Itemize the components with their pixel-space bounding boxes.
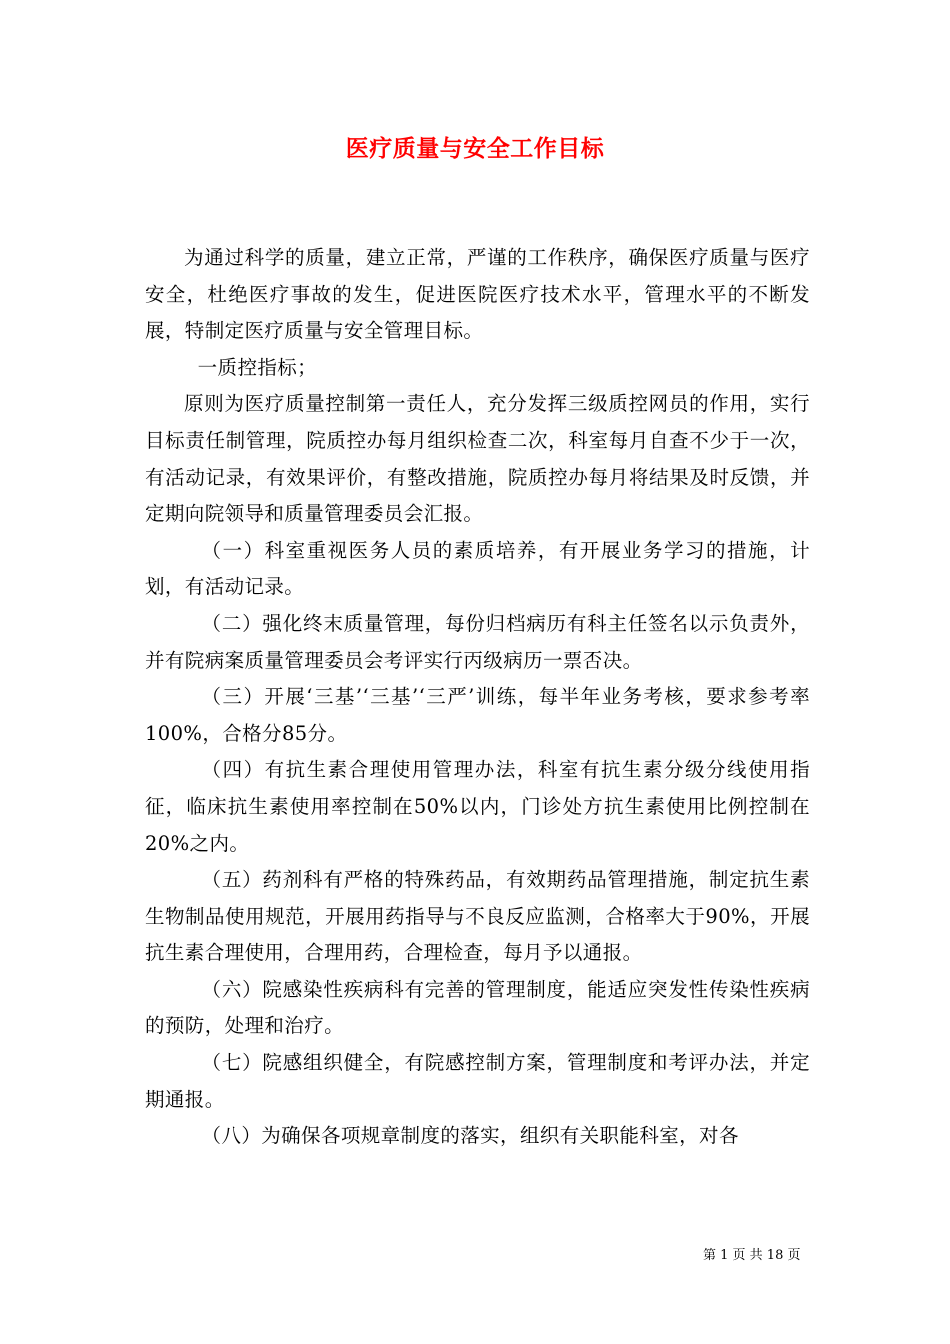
- paragraph-item-7: （七）院感组织健全，有院感控制方案，管理制度和考评办法，并定期通报。: [145, 1051, 810, 1111]
- paragraph-item-6: （六）院感染性疾病科有完善的管理制度，能适应突发性传染性疾病的预防，处理和治疗。: [145, 977, 810, 1038]
- page-number: 第 1 页 共 18 页: [703, 1248, 801, 1263]
- paragraph-principle: 原则为医疗质量控制第一责任人，充分发挥三级质控网员的作用，实行目标责任制管理，院质控办每月组织检查二次，科室每月自查不少于一次，有活动记录，有效果评价，有整改措施，院质控办每月将结果及时反馈，并定期向院领导和质量管理委员会汇报。: [145, 392, 810, 526]
- paragraph-section-heading: 一质控指标；: [197, 355, 318, 379]
- document-body: [145, 240, 810, 1155]
- paragraph-item-1: （一）科室重视医务人员的素质培养，有开展业务学习的措施，计划，有活动记录。: [145, 538, 810, 599]
- paragraph-intro: 为通过科学的质量，建立正常，严谨的工作秩序，确保医疗质量与医疗安全，杜绝医疗事故的发生，促进医院医疗技术水平，管理水平的不断发展，特制定医疗质量与安全管理目标。: [145, 246, 810, 343]
- paragraph-item-3: （三）开展‘三基’‘三基’‘三严’训练，每半年业务考核，要求参考率100%，合格分85分。: [145, 685, 810, 745]
- paragraph-item-4: （四）有抗生素合理使用管理办法，科室有抗生素分级分线使用指征，临床抗生素使用率控制在50%以内，门诊处方抗生素使用比例控制在20%之内。: [145, 758, 810, 855]
- paragraph-item-5: （五）药剂科有严格的特殊药品，有效期药品管理措施，制定抗生素生物制品使用规范，开展用药指导与不良反应监测，合格率大于90%，开展抗生素合理使用，合理用药，合理检查，每月予以通报。: [145, 868, 810, 965]
- paragraph-item-2: （二）强化终末质量管理，每份归档病历有科主任签名以示负责外，并有院病案质量管理委员会考评实行丙级病历一票否决。: [145, 611, 810, 672]
- paragraph-item-8: （八）为确保各项规章制度的落实，组织有关职能科室，对各: [201, 1124, 739, 1148]
- page-title: 医疗质量与安全工作目标: [345, 135, 605, 162]
